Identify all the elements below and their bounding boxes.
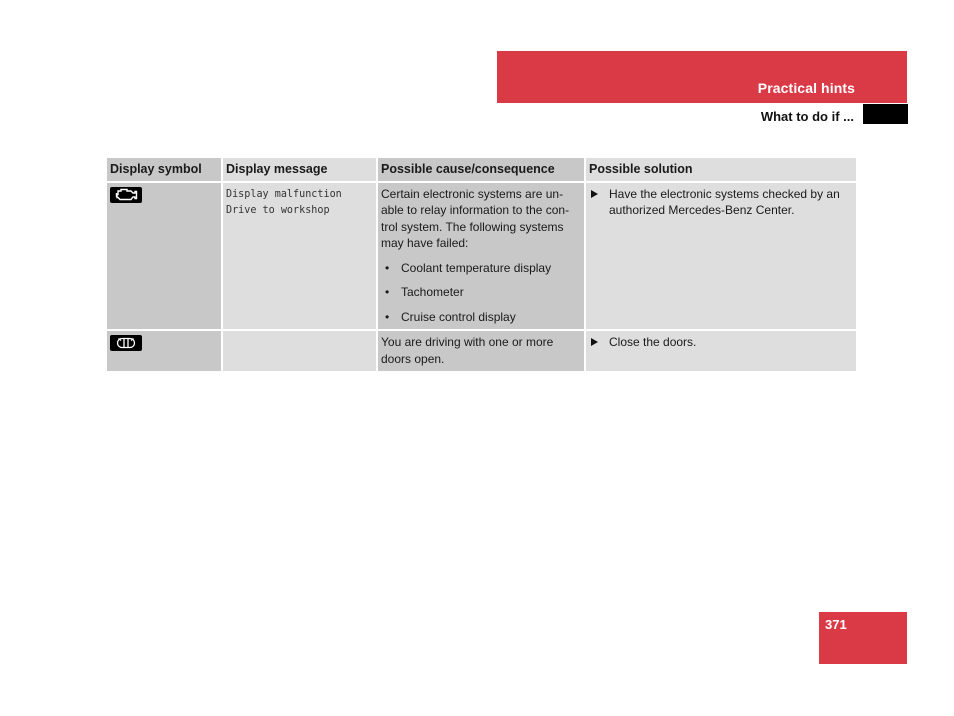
solution-text: Close the doors. [609,335,697,349]
column-header-possible-solution: Possible solution [585,158,856,182]
failed-systems-list [381,260,581,326]
list-item: • Cruise control display [381,309,581,326]
page-number: 371 [825,617,847,632]
possible-cause-cell [377,330,585,372]
subsection-title: What to do if ... [760,109,854,124]
engine-malfunction-icon [110,187,142,203]
door-open-icon [110,335,142,351]
table-row [107,182,856,331]
column-header-display-message: Display message [222,158,377,182]
page-number-box [819,612,907,664]
arrow-right-icon [591,190,598,198]
display-message-line: Drive to workshop [226,202,330,216]
possible-solution-cell [585,330,856,372]
display-symbol-cell [107,330,222,372]
solution-text: Have the electronic systems checked by an authorized Mercedes-Benz Center. [609,186,840,217]
possible-cause-cell [377,182,585,331]
display-message-cell [222,330,377,372]
section-header-band [497,51,907,103]
list-item: • Coolant temperature display [381,260,581,277]
arrow-right-icon [591,338,598,346]
column-header-display-symbol: Display symbol [107,158,222,182]
table-header-row [107,158,856,182]
column-header-possible-cause: Possible cause/consequence [377,158,585,182]
cause-text: Certain electronic systems are un-able to relay information to the con-trol system. The following systems may have failed: [381,186,570,250]
table-row [107,330,856,372]
display-message-line: Display malfunction [226,186,342,200]
display-symbol-cell [107,182,222,331]
possible-solution-cell [585,182,856,331]
cause-text: You are driving with one or more doors open. [381,335,554,366]
list-item: • Tachometer [381,284,581,301]
display-messages-table [107,158,856,373]
display-message-cell [222,182,377,331]
solution-step [589,186,853,219]
solution-step [589,334,853,351]
section-title: Practical hints [757,80,855,96]
chapter-tab-marker [863,104,908,124]
